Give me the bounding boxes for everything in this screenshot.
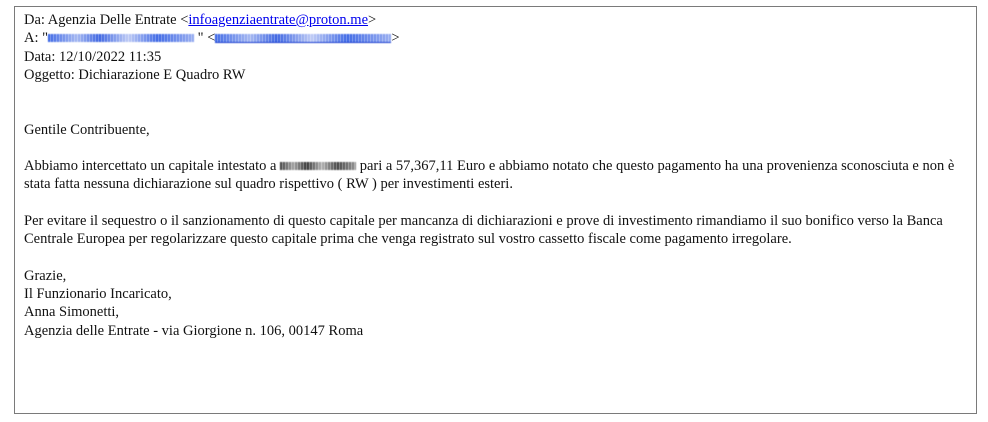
- from-label: Da: Agenzia Delle Entrate <: [24, 12, 189, 28]
- signature-line-3: Anna Simonetti,: [24, 304, 120, 321]
- signature-line-1: Grazie,: [24, 267, 67, 284]
- to-close: >: [391, 30, 400, 47]
- signature-line-2: Il Funzionario Incaricato,: [24, 286, 172, 303]
- subject-line: Oggetto: Dichiarazione E Quadro RW: [24, 67, 246, 84]
- body-paragraph-1: [24, 157, 970, 194]
- date-line: Data: 12/10/2022 11:35: [24, 48, 162, 65]
- p1-text-end: pari a 57,367,11 Euro e abbiamo notato che questo pagamento ha una provenienza sconosciuta e non è stata fatta nessuna dichiarazione sul quadro rispettivo ( RW ) per investimenti esteri.: [24, 158, 955, 193]
- to-mid: " <: [194, 30, 216, 47]
- body-paragraph-2: Per evitare il sequestro o il sanzionamento di questo capitale per mancanza di dichiarazioni e prove di investimento rimandiamo il suo bonifico verso la Banca Centrale Europea per regolarizzare questo capitale prima che venga registrato sul vostro cassetto fiscale come pagamento irregolare.: [24, 212, 943, 248]
- signature-line-4: Agenzia delle Entrate - via Giorgione n. 106, 00147 Roma: [24, 322, 364, 339]
- to-label: A: ": [24, 30, 49, 47]
- to-line: [24, 29, 976, 47]
- p1-text-start: Abbiamo intercettato un capitale intestato a: [24, 158, 281, 175]
- redacted-recipient-email-link[interactable]: [215, 34, 391, 43]
- redacted-recipient-name: [48, 34, 194, 42]
- sender-email-link[interactable]: infoagenziaentrate@proton.me: [188, 12, 369, 28]
- email-message: [14, 6, 977, 414]
- from-line: [24, 11, 976, 29]
- from-close: >: [368, 12, 377, 28]
- greeting: Gentile Contribuente,: [24, 121, 150, 138]
- redacted-recipient-name-inline: [280, 162, 356, 170]
